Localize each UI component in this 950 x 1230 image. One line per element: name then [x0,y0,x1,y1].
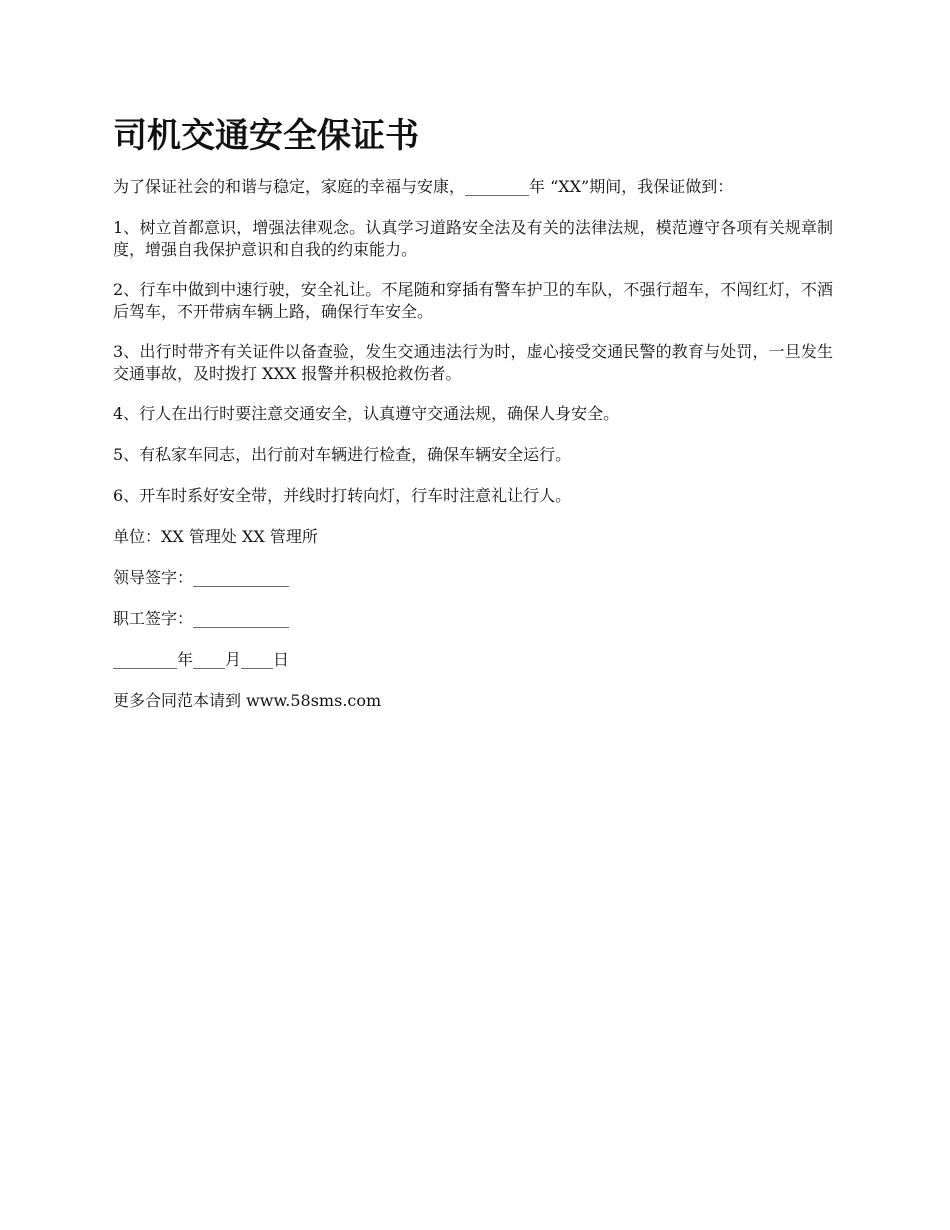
document-page [113,112,833,731]
footer-link-text: 更多合同范本请到 www.58sms.com [113,691,382,710]
staff-signature-line: 职工签字：____________ [113,609,290,628]
item-4: 4、行人在出行时要注意交通安全，认真遵守交通法规，确保人身安全。 [113,404,620,423]
item-6: 6、开车时系好安全带，并线时打转向灯，行车时注意礼让行人。 [113,486,572,505]
item-3: 3、出行时带齐有关证件以备查验，发生交通违法行为时，虚心接受交通民警的教育与处罚，一旦发生交通事故，及时拨打 XXX 报警并积极抢救伤者。 [113,342,833,383]
unit-line: 单位：XX 管理处 XX 管理所 [113,527,318,546]
date-line: ________年____月____日 [113,650,290,669]
document-title: 司机交通安全保证书 [113,116,419,156]
item-1: 1、树立首都意识，增强法律观念。认真学习道路安全法及有关的法律法规，模范遵守各项有关规章制度，增强自我保护意识和自我的约束能力。 [113,218,833,259]
leader-signature-line: 领导签字：____________ [113,568,290,587]
intro-paragraph: 为了保证社会的和谐与稳定，家庭的幸福与安康，________年 “XX”期间，我保证做到： [113,177,734,196]
item-2: 2、行车中做到中速行驶，安全礼让。不尾随和穿插有警车护卫的车队，不强行超车，不闯红灯，不酒后驾车，不开带病车辆上路，确保行车安全。 [113,280,833,321]
item-5: 5、有私家车同志，出行前对车辆进行检查，确保车辆安全运行。 [113,445,572,464]
